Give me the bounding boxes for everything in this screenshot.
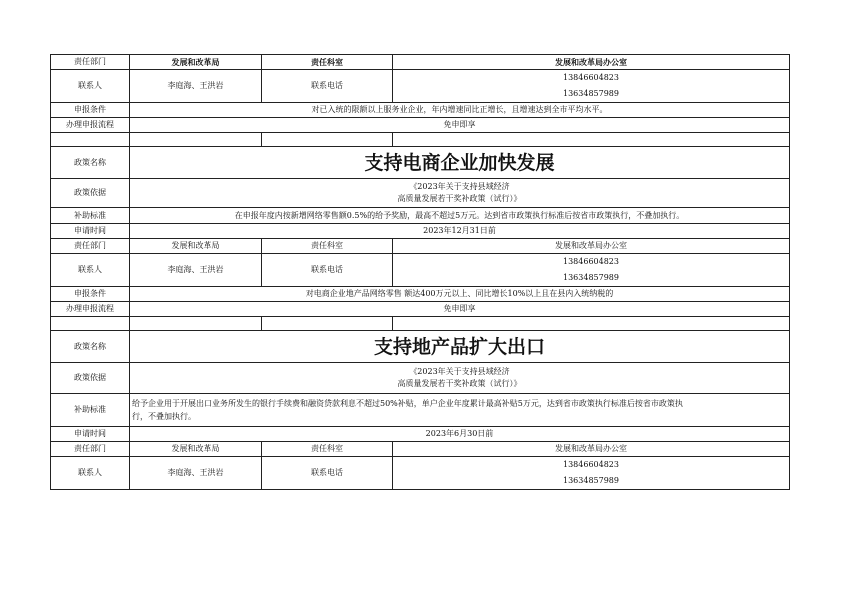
resp-dept-value: 发展和改革局 [130, 55, 262, 70]
resp-office-label: 责任科室 [262, 442, 393, 457]
table-row [51, 147, 790, 179]
policy-basis-label: 政策依据 [51, 179, 130, 208]
table-row [51, 254, 790, 287]
policy-name-label: 政策名称 [51, 331, 130, 363]
process-label: 办理申报流程 [51, 118, 130, 133]
resp-office-value: 发展和改革局办公室 [393, 442, 790, 457]
table-row [51, 394, 790, 427]
table-row [51, 224, 790, 239]
contact-label: 联系人 [51, 457, 130, 490]
process-value: 免申即享 [130, 302, 790, 317]
table-row [51, 457, 790, 490]
resp-dept-value: 发展和改革局 [130, 442, 262, 457]
subsidy-value [130, 394, 790, 427]
basis-line: 《2023年关于支持县域经济 [409, 367, 510, 376]
spacer-row [51, 133, 790, 147]
contact-value: 李庭海、王洪岩 [130, 254, 262, 287]
phone-label: 联系电话 [262, 457, 393, 490]
table-row [51, 363, 790, 394]
apply-time-value: 2023年12月31日前 [130, 224, 790, 239]
resp-dept-value: 发展和改革局 [130, 239, 262, 254]
policy-basis-value [130, 179, 790, 208]
table-row [51, 208, 790, 224]
phone-number: 13846604823 [563, 460, 619, 469]
condition-label: 申报条件 [51, 287, 130, 302]
basis-line: 《2023年关于支持县域经济 [409, 182, 510, 191]
table-row [51, 239, 790, 254]
policy-title: 支持地产品扩大出口 [130, 331, 790, 363]
phone-label: 联系电话 [262, 254, 393, 287]
basis-line: 高质量发展若干奖补政策（试行）》 [397, 194, 522, 203]
apply-time-value: 2023年6月30日前 [130, 427, 790, 442]
table-row [51, 55, 790, 70]
phone-value [393, 457, 790, 490]
process-value: 免申即享 [130, 118, 790, 133]
policy-basis-value [130, 363, 790, 394]
resp-dept-label: 责任部门 [51, 442, 130, 457]
subsidy-label: 补助标准 [51, 208, 130, 224]
subsidy-value: 在申报年度内按新增网络零售额0.5%的给予奖励，最高不超过5万元。达到省市政策执行标准后按省市政策执行，不叠加执行。 [130, 208, 790, 224]
policy-table [50, 54, 790, 490]
contact-label: 联系人 [51, 254, 130, 287]
contact-label: 联系人 [51, 70, 130, 103]
phone-number: 13634857989 [563, 476, 619, 485]
resp-office-value: 发展和改革局办公室 [393, 55, 790, 70]
phone-label: 联系电话 [262, 70, 393, 103]
table-row [51, 179, 790, 208]
resp-office-label: 责任科室 [262, 55, 393, 70]
subsidy-line: 给予企业用于开展出口业务所发生的银行手续费和融资贷款利息不超过50%补贴，单户企业年度累计最高补贴5万元，达到省市政策执行标准后按省市政策执 [132, 399, 683, 408]
phone-value [393, 70, 790, 103]
resp-office-label: 责任科室 [262, 239, 393, 254]
condition-value: 对电商企业地产品网络零售 额达400万元以上、同比增长10%以上且在县内入统纳税的 [130, 287, 790, 302]
table-row [51, 103, 790, 118]
phone-number: 13846604823 [563, 73, 619, 82]
phone-number: 13634857989 [563, 89, 619, 98]
spacer-row [51, 317, 790, 331]
process-label: 办理申报流程 [51, 302, 130, 317]
policy-title: 支持电商企业加快发展 [130, 147, 790, 179]
table-row [51, 442, 790, 457]
table-row [51, 287, 790, 302]
subsidy-label: 补助标准 [51, 394, 130, 427]
policy-basis-label: 政策依据 [51, 363, 130, 394]
apply-time-label: 申请时间 [51, 427, 130, 442]
table-row [51, 427, 790, 442]
resp-dept-label: 责任部门 [51, 55, 130, 70]
subsidy-line: 行，不叠加执行。 [132, 412, 196, 421]
table-row [51, 70, 790, 103]
phone-number: 13846604823 [563, 257, 619, 266]
phone-value [393, 254, 790, 287]
contact-value: 李庭海、王洪岩 [130, 70, 262, 103]
table-row [51, 118, 790, 133]
phone-number: 13634857989 [563, 273, 619, 282]
table-row [51, 331, 790, 363]
resp-office-value: 发展和改革局办公室 [393, 239, 790, 254]
table-row [51, 302, 790, 317]
apply-time-label: 申请时间 [51, 224, 130, 239]
policy-name-label: 政策名称 [51, 147, 130, 179]
basis-line: 高质量发展若干奖补政策（试行）》 [397, 379, 522, 388]
resp-dept-label: 责任部门 [51, 239, 130, 254]
condition-value: 对已入统的限额以上服务业企业，年内增速同比正增长，且增速达到全市平均水平。 [130, 103, 790, 118]
contact-value: 李庭海、王洪岩 [130, 457, 262, 490]
condition-label: 申报条件 [51, 103, 130, 118]
